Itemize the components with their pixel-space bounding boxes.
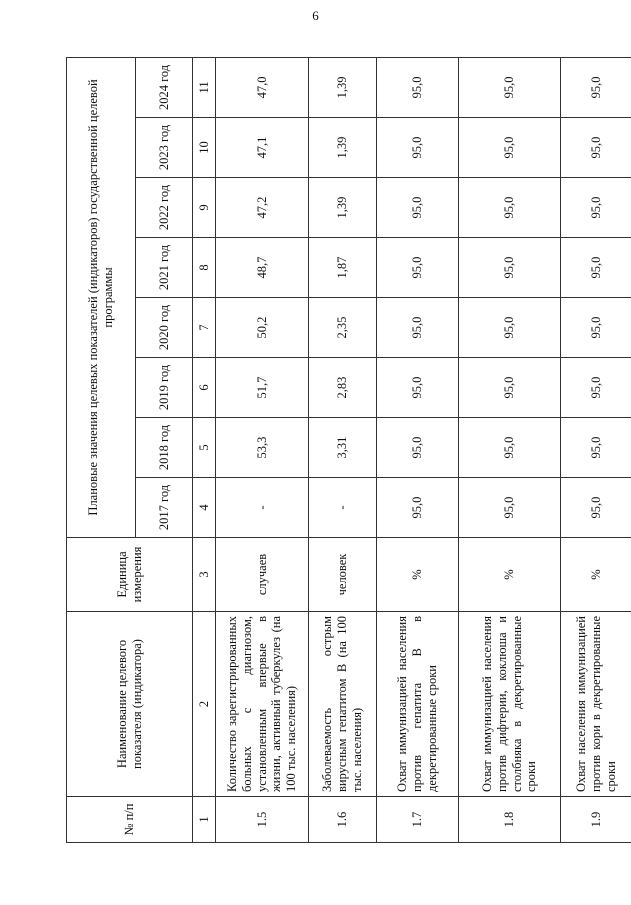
header-year: 2019 год	[136, 358, 193, 418]
unit-cell: человек	[309, 538, 377, 612]
header-year: 2021 год	[136, 238, 193, 298]
unit-cell: %	[377, 538, 459, 612]
header-year: 2017 год	[136, 478, 193, 538]
value-cell: 95,0	[561, 178, 631, 238]
column-number: 8	[193, 238, 216, 298]
value-cell: 95,0	[377, 418, 459, 478]
table-row	[309, 57, 377, 842]
value-cell: 95,0	[377, 298, 459, 358]
value-cell: 95,0	[561, 358, 631, 418]
header-year: 2018 год	[136, 418, 193, 478]
row-number: 1.9	[561, 797, 631, 843]
rotated-table-container	[66, 58, 618, 843]
header-year: 2023 год	[136, 118, 193, 178]
value-cell: 95,0	[459, 178, 561, 238]
value-cell: 95,0	[459, 118, 561, 178]
row-number: 1.8	[459, 797, 561, 843]
value-cell: 2,35	[309, 298, 377, 358]
value-cell: 95,0	[459, 298, 561, 358]
value-cell: 95,0	[561, 478, 631, 538]
unit-cell: %	[561, 538, 631, 612]
indicators-table	[66, 57, 631, 843]
value-cell: 95,0	[377, 178, 459, 238]
table-row	[459, 57, 561, 842]
value-cell: 95,0	[459, 358, 561, 418]
value-cell: 95,0	[561, 298, 631, 358]
value-cell: 1,39	[309, 178, 377, 238]
column-number: 6	[193, 358, 216, 418]
value-cell: -	[309, 478, 377, 538]
row-number: 1.5	[216, 797, 309, 843]
value-cell: 95,0	[377, 57, 459, 117]
value-cell: 2,83	[309, 358, 377, 418]
value-cell: 50,2	[216, 298, 309, 358]
header-plan-values: Плановые значения целевых показателей (индикаторов) государственной целевой программы	[67, 57, 136, 537]
table-row	[216, 57, 309, 842]
page-number: 6	[312, 8, 319, 23]
column-numbers-row	[193, 57, 216, 842]
header-year: 2024 год	[136, 57, 193, 117]
column-number: 1	[193, 797, 216, 843]
column-number: 3	[193, 538, 216, 612]
value-cell: 95,0	[377, 478, 459, 538]
value-cell: 95,0	[377, 238, 459, 298]
header-name: Наименование целевого показателя (индикатора)	[67, 612, 193, 797]
column-number: 9	[193, 178, 216, 238]
unit-cell: случаев	[216, 538, 309, 612]
indicator-name: Заболеваемость острым вирусным гепатитом В (на 100 тыс. населения)	[309, 612, 377, 797]
value-cell: 95,0	[459, 418, 561, 478]
indicator-name: Количество зарегистрированных больных с диагнозом, установленным впервые в жизни, активный туберкулез (на 100 тыс. населения)	[216, 612, 309, 797]
header-unit: Единица измерения	[67, 538, 193, 612]
column-number: 11	[193, 57, 216, 117]
value-cell: 1,39	[309, 118, 377, 178]
value-cell: 51,7	[216, 358, 309, 418]
table-row	[377, 57, 459, 842]
value-cell: 95,0	[459, 478, 561, 538]
header-row	[67, 57, 136, 842]
value-cell: 95,0	[561, 57, 631, 117]
header-year: 2022 год	[136, 178, 193, 238]
row-number: 1.6	[309, 797, 377, 843]
value-cell: 48,7	[216, 238, 309, 298]
value-cell: 95,0	[377, 118, 459, 178]
value-cell: 95,0	[459, 238, 561, 298]
value-cell: 95,0	[561, 418, 631, 478]
column-number: 4	[193, 478, 216, 538]
value-cell: 1,39	[309, 57, 377, 117]
column-number: 5	[193, 418, 216, 478]
indicator-name: Охват населения иммунизацией против кори в декретированные сроки	[561, 612, 631, 797]
value-cell: 95,0	[561, 118, 631, 178]
value-cell: -	[216, 478, 309, 538]
value-cell: 53,3	[216, 418, 309, 478]
table-row	[561, 57, 631, 842]
column-number: 10	[193, 118, 216, 178]
value-cell: 95,0	[561, 238, 631, 298]
value-cell: 47,1	[216, 118, 309, 178]
indicator-name: Охват иммунизацией населения против дифтерии, коклюша и столбняка в декретированные сроки	[459, 612, 561, 797]
value-cell: 95,0	[377, 358, 459, 418]
value-cell: 47,2	[216, 178, 309, 238]
header-year: 2020 год	[136, 298, 193, 358]
column-number: 7	[193, 298, 216, 358]
column-number: 2	[193, 612, 216, 797]
header-no: № п/п	[67, 797, 193, 843]
value-cell: 47,0	[216, 57, 309, 117]
row-number: 1.7	[377, 797, 459, 843]
unit-cell: %	[459, 538, 561, 612]
indicator-name: Охват иммунизацией населения против гепатита В в декретированные сроки	[377, 612, 459, 797]
value-cell: 95,0	[459, 57, 561, 117]
value-cell: 1,87	[309, 238, 377, 298]
value-cell: 3,31	[309, 418, 377, 478]
